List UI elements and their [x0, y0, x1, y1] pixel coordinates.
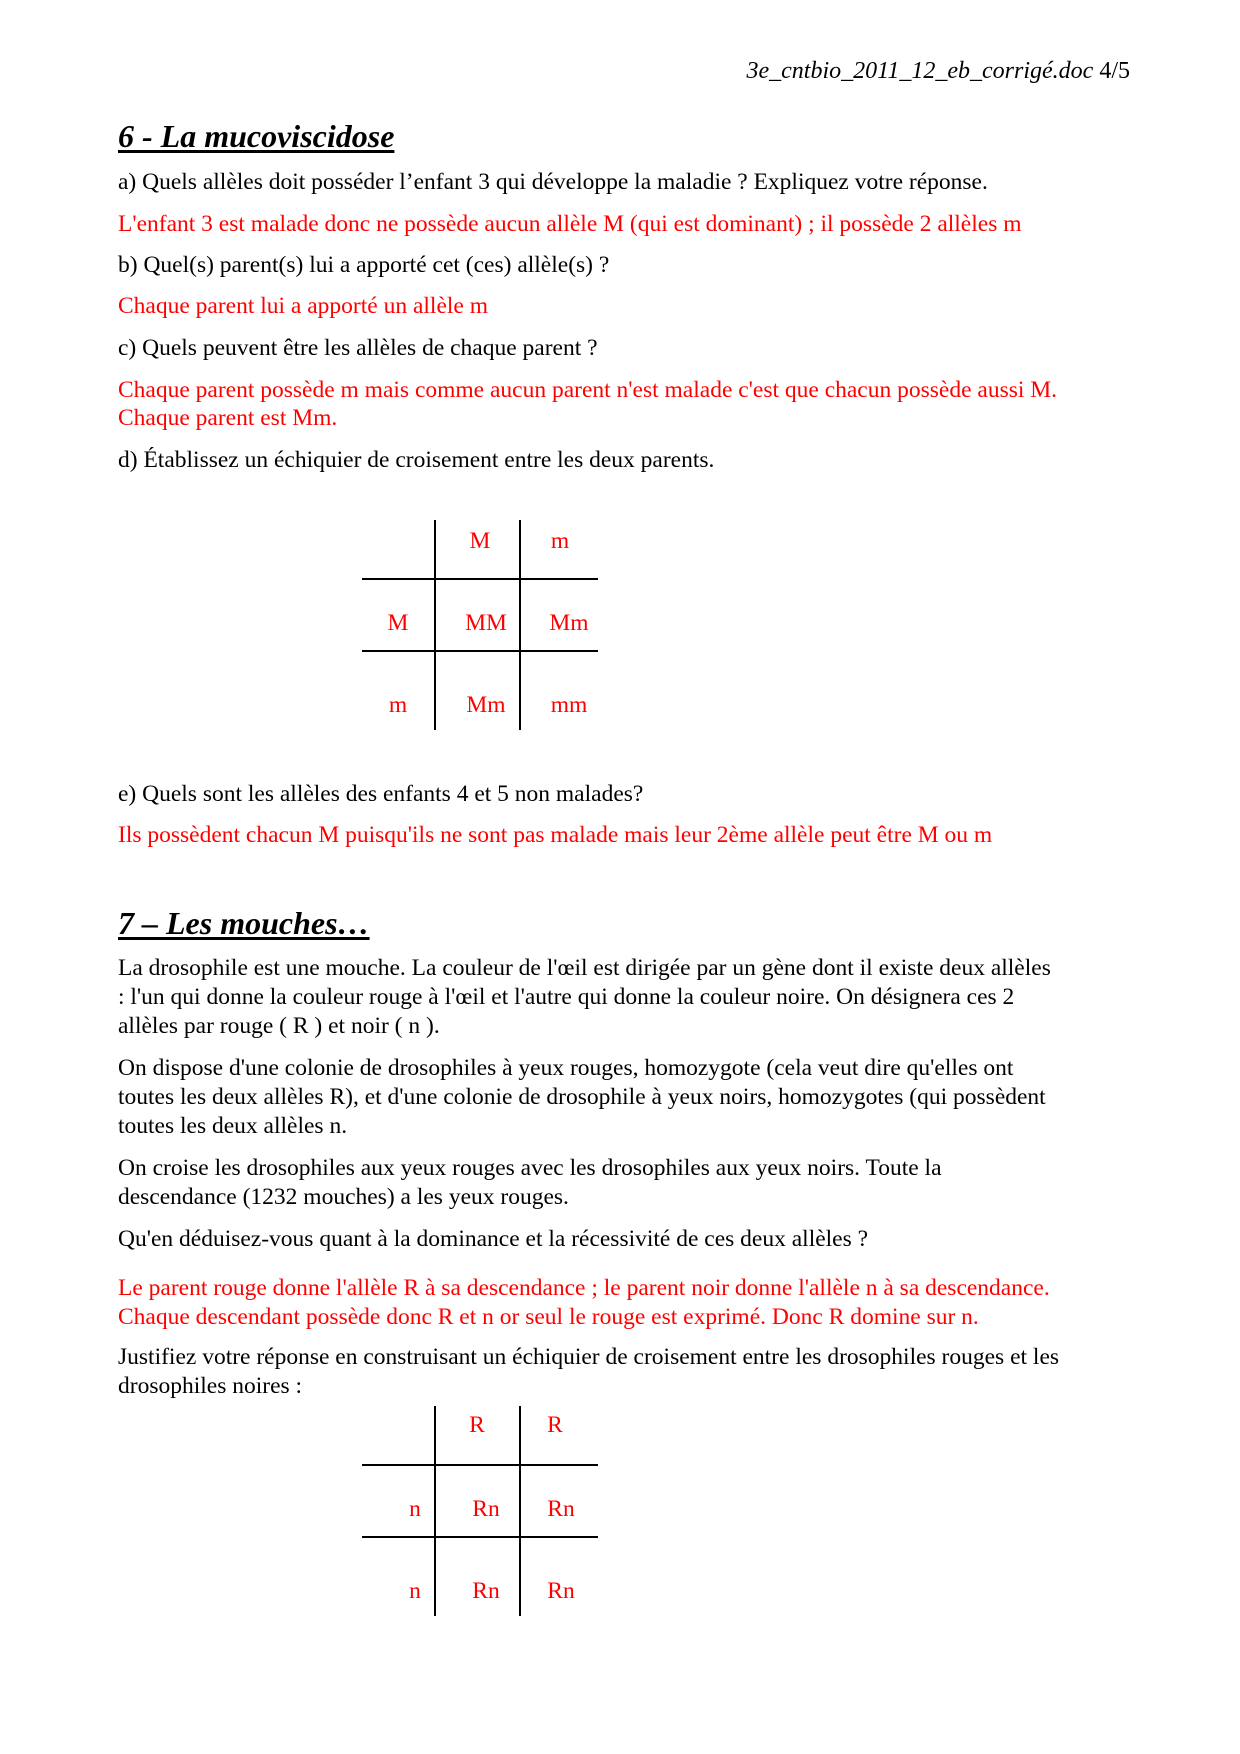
column-header: R: [547, 1412, 563, 1438]
answer-dominance-line-1: Le parent rouge donne l'allèle R à sa descendance ; le parent noir donne l'allèle n à sa descendance.: [118, 1275, 1050, 1301]
paragraph-2-line-3: toutes les deux allèles n.: [118, 1113, 348, 1139]
grid-cell: Mm: [466, 692, 506, 718]
grid-cell: Rn: [547, 1496, 575, 1522]
header-filename: 3e_cntbio_2011_12_eb_corrigé.doc: [746, 58, 1094, 84]
column-header: M: [469, 528, 491, 554]
header-page-number: 4/5: [1099, 58, 1130, 84]
section-6-title: 6 - La mucoviscidose: [118, 118, 395, 154]
column-header: m: [550, 528, 570, 554]
paragraph-1-line-3: allèles par rouge ( R ) et noir ( n ).: [118, 1013, 440, 1039]
row-header: M: [387, 610, 409, 636]
paragraph-1-line-1: La drosophile est une mouche. La couleur de l'œil est dirigée par un gène dont il existe deux allèles: [118, 955, 1051, 981]
punnett-square-1: [362, 520, 598, 730]
punnett-square-2: [362, 1406, 598, 1616]
grid-cell: mm: [550, 692, 588, 718]
question-c: c) Quels peuvent être les allèles de chaque parent ?: [118, 335, 598, 361]
answer-c-line-2: Chaque parent est Mm.: [118, 405, 338, 431]
grid-divider: [362, 650, 598, 652]
grid-divider: [362, 578, 598, 580]
answer-a: L'enfant 3 est malade donc ne possède aucun allèle M (qui est dominant) ; il possède 2 allèles m: [118, 211, 1022, 237]
answer-b: Chaque parent lui a apporté un allèle m: [118, 293, 488, 319]
paragraph-2-line-2: toutes les deux allèles R), et d'une colonie de drosophile à yeux noirs, homozygotes (qui possèdent: [118, 1084, 1046, 1110]
paragraph-3-line-1: On croise les drosophiles aux yeux rouges avec les drosophiles aux yeux noirs. Toute la: [118, 1155, 942, 1181]
justify-line-1: Justifiez votre réponse en construisant un échiquier de croisement entre les drosophiles rouges et les: [118, 1344, 1060, 1370]
question-b: b) Quel(s) parent(s) lui a apporté cet (ces) allèle(s) ?: [118, 252, 610, 278]
question-e: e) Quels sont les allèles des enfants 4 et 5 non malades?: [118, 781, 644, 807]
grid-cell: Rn: [547, 1578, 575, 1604]
paragraph-1-line-2: : l'un qui donne la couleur rouge à l'œil et l'autre qui donne la couleur noire. On désignera ces 2: [118, 984, 1015, 1010]
column-header: R: [469, 1412, 485, 1438]
answer-dominance-line-2: Chaque descendant possède donc R et n or seul le rouge est exprimé. Donc R domine sur n.: [118, 1304, 979, 1330]
grid-cell: Mm: [549, 610, 589, 636]
row-header: n: [409, 1496, 421, 1522]
answer-c-line-1: Chaque parent possède m mais comme aucun parent n'est malade c'est que chacun possède aussi M.: [118, 377, 1058, 403]
grid-cell: MM: [465, 610, 507, 636]
paragraph-2-line-1: On dispose d'une colonie de drosophiles à yeux rouges, homozygote (cela veut dire qu'elles ont: [118, 1055, 1014, 1081]
justify-line-2: drosophiles noires :: [118, 1373, 303, 1399]
row-header: n: [409, 1578, 421, 1604]
grid-cell: Rn: [472, 1578, 500, 1604]
grid-divider: [362, 1536, 598, 1538]
grid-divider: [362, 1464, 598, 1466]
question-dominance: Qu'en déduisez-vous quant à la dominance et la récessivité de ces deux allèles ?: [118, 1226, 869, 1252]
question-a: a) Quels allèles doit posséder l’enfant 3 qui développe la maladie ? Expliquez votre réponse.: [118, 169, 988, 195]
row-header: m: [388, 692, 408, 718]
page-header: [747, 58, 1131, 85]
grid-cell: Rn: [472, 1496, 500, 1522]
paragraph-3-line-2: descendance (1232 mouches) a les yeux rouges.: [118, 1184, 569, 1210]
question-d: d) Établissez un échiquier de croisement entre les deux parents.: [118, 447, 715, 473]
section-7-title: 7 – Les mouches…: [118, 905, 370, 941]
answer-e: Ils possèdent chacun M puisqu'ils ne sont pas malade mais leur 2ème allèle peut être M ou m: [118, 822, 993, 848]
